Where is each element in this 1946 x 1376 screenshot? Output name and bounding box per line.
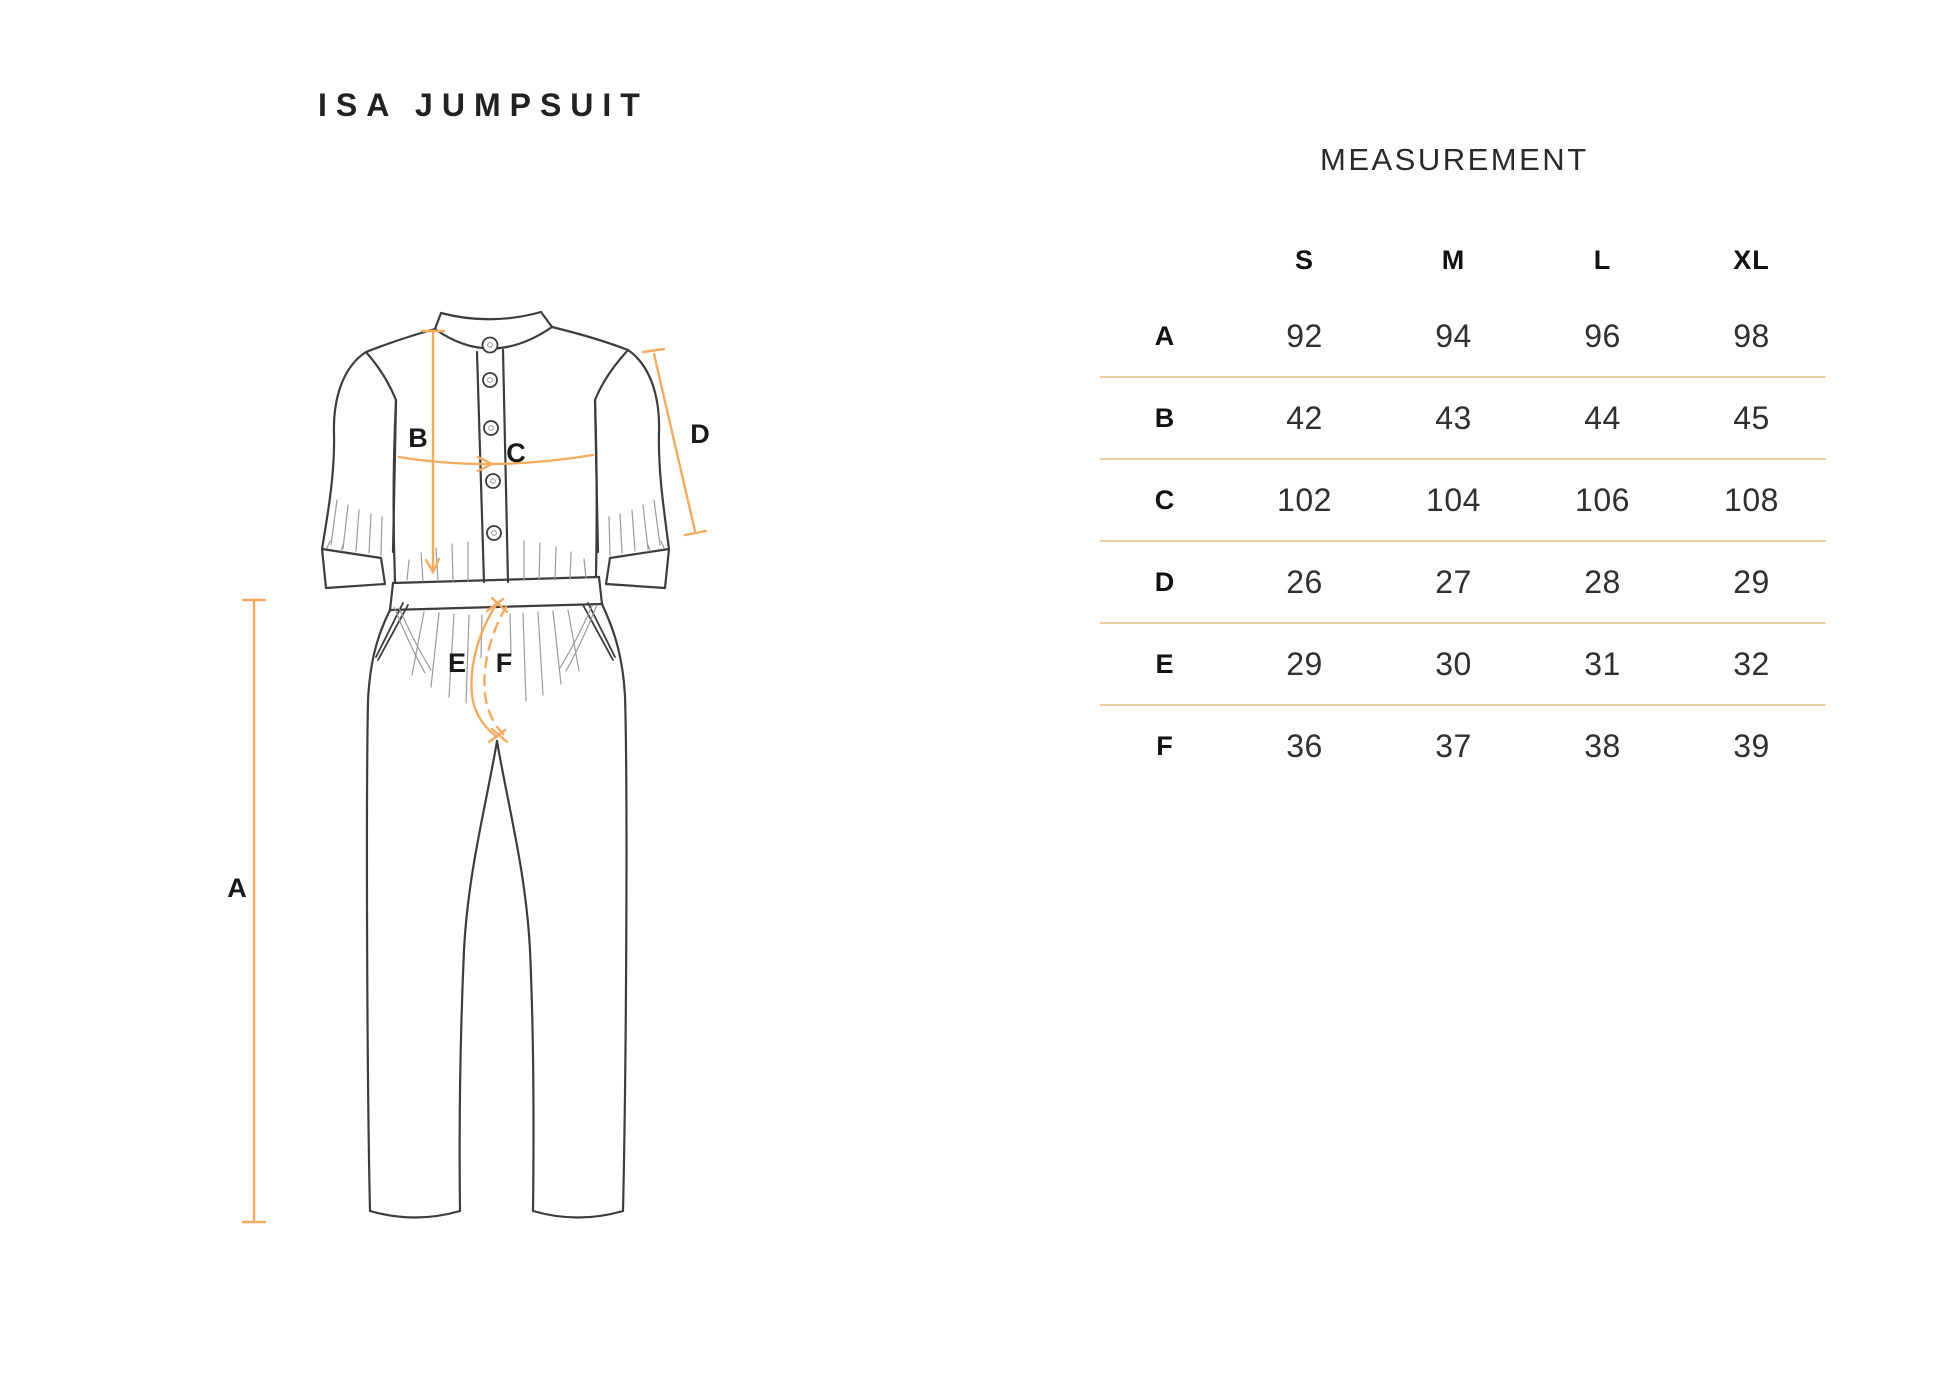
row-label: F [1156,730,1174,761]
cuff-right [606,549,669,588]
measure-labels [227,419,710,903]
button-holes [488,343,497,536]
hem-left [370,1211,460,1218]
size-header-xl: XL [1733,244,1770,275]
size-value: 98 [1733,317,1770,354]
shoulder-left [366,329,435,352]
size-value: 104 [1426,481,1481,518]
jumpsuit-diagram [140,228,820,1300]
sleeve-right [595,350,669,588]
size-value: 29 [1733,563,1770,600]
measure-label-D: D [690,419,710,449]
measure-line-E [471,605,497,737]
size-value: 28 [1584,563,1621,600]
measure-line-C [399,455,593,471]
shoulder-right [552,327,628,350]
measure-line-A [243,600,265,1222]
size-value: 96 [1584,317,1621,354]
row-label: C [1154,484,1176,515]
size-value: 45 [1733,399,1770,436]
trousers [367,604,627,1218]
size-value: 31 [1584,645,1621,682]
size-value: 44 [1584,399,1621,436]
size-header-m: M [1441,244,1466,275]
table-row [1100,460,1826,542]
size-header-s: S [1294,244,1314,275]
measure-label-C: C [506,438,526,468]
measure-label-E: E [447,648,467,678]
measurement-heading: MEASUREMENT [1320,141,1589,177]
measure-label-B: B [408,423,428,453]
hem-right [533,1211,623,1218]
size-value: 30 [1435,645,1472,682]
size-value: 43 [1435,399,1472,436]
size-value: 37 [1435,727,1472,764]
table-row [1100,706,1826,786]
pocket-right [583,603,615,660]
row-label: A [1154,320,1176,351]
table-row [1100,542,1826,624]
measure-label-A: A [227,873,247,903]
button [483,338,498,353]
garment-outline [322,312,669,1218]
button [487,526,501,540]
size-value: 29 [1286,645,1323,682]
page-title: ISA JUMPSUIT [318,87,649,124]
size-value: 42 [1286,399,1323,436]
size-header-l: L [1593,244,1612,275]
row-label: D [1154,566,1176,597]
button-placket-buttons [483,338,502,541]
sleeve-left [322,352,396,588]
jumpsuit-technical-drawing [140,228,820,1300]
size-value: 32 [1733,645,1770,682]
button [484,421,498,435]
size-value: 39 [1733,727,1770,764]
measure-label-F: F [495,648,513,678]
size-value: 94 [1435,317,1472,354]
size-value: 38 [1584,727,1621,764]
table-row [1100,296,1826,378]
measurement-lines [243,331,706,1222]
size-value: 36 [1286,727,1323,764]
row-label: E [1155,648,1175,679]
size-value: 27 [1435,563,1472,600]
size-value: 106 [1575,481,1630,518]
button [483,373,497,387]
cuff-left [322,549,385,588]
placket [477,352,484,582]
button [486,474,500,488]
table-row [1100,624,1826,706]
row-label: B [1154,402,1176,433]
size-value: 102 [1277,481,1332,518]
size-value: 92 [1286,317,1323,354]
measurement-table [1100,224,1826,786]
size-value: 26 [1286,563,1323,600]
size-value: 108 [1724,481,1779,518]
table-row [1100,378,1826,460]
table-header-row [1100,224,1826,296]
